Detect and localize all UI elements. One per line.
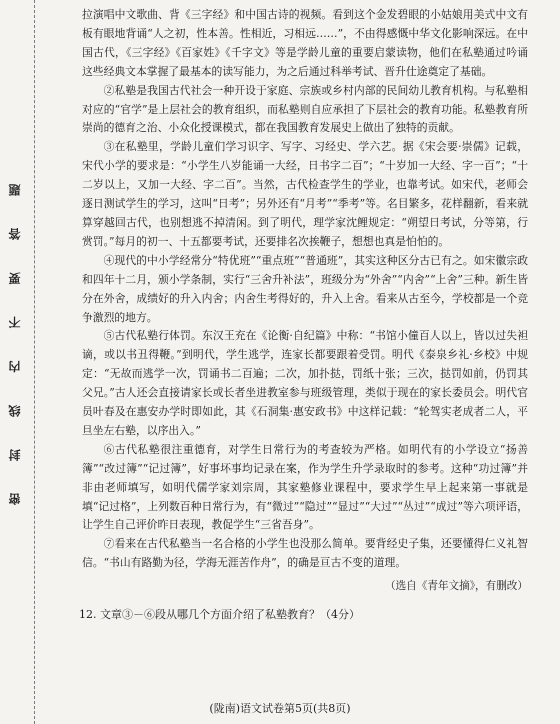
- paragraph-4: ④现代的中小学经常分“特优班”“重点班”“普通班”，其实这种区分古已有之。如宋徽宗政和四年十二月，颁小学条制，实行“三舍升补法”，班级分为“外舍”“内舍”“上舍”三种。新生皆分在外舍，成绩好的升入内舍；内舍生考得好的，升入上舍。看来从古至今，学校都是一个竞争激烈的地方。: [82, 253, 528, 324]
- article-body: [79, 6, 528, 625]
- paragraph-6: ⑥古代私塾很注重德育，对学生日常行为的考查较为严格。如明代有的小学设立“扬善簿”“改过簿”“记过簿”，好事坏事均记录在案，作为学生升学录取时的参考。这种“功过簿”并非由老师填写，如明代儒学家刘宗周，其家塾修业课程中，要求学生早上起来第一事就是填“记过格”，上列数百种日常行为，有“微过”“隐过”“显过”“大过”“丛过”“成过”等六项评语，让学生自己评价昨日表现，教促学生“三省吾身”。: [82, 442, 528, 532]
- paragraph-5: ⑤古代私塾行体罚。东汉王充在《论衡·自纪篇》中称：“书馆小僮百人以上，皆以过失袒谪，或以书丑得鞭。”到明代，学生逃学，连家长都要跟着受罚。明代《泰泉乡礼·乡校》中规定：“无故而逃学一次，罚诵书二百遍；二次，加扑挞，罚纸十张；三次，挞罚如前，仍罚其父兄。”古人还会直接请家长或长者坐进教室参与班级管理，类似于现在的家长委员会。明代官员叶春及在惠安办学时即如此，其《石洞集·惠安政书》中这样记载：“轮驾实老成者二人，平旦坐左右塾，以序出入。”: [82, 329, 528, 437]
- paragraph-2: ②私塾是我国古代社会一种开设于家庭、宗族或乡村内部的民间幼儿教育机构。与私塾相对应的“官学”是上层社会的教育组织，而私塾则自应承担了下层社会的教育功能。私塾教育所崇尚的德育之治、小众化授课模式，都在我国教育发展史上做出了独特的贡献。: [82, 83, 528, 135]
- paragraph-7: ⑦看来在古代私塾当一名合格的小学生也没那么简单。要背经史子集，还要懂得仁义礼智信。“书山有路勤为径，学海无涯苦作舟”，的确是亘古不变的道理。: [82, 537, 528, 570]
- paragraph-3: ③在私塾里，学龄儿童们学习识字、写字、习经史、学六艺。据《宋会要·崇儒》记载，宋代小学的要求是：“小学生八岁能诵一大经，日书字二百”；“十岁加一大经、字一百”；“十二岁以上，又加一大经、字二百”。当然，古代检查学生的学业，也靠考试。如宋代，老师会逐日测试学生的学习，这叫“日考”；另外还有“月考”“季考”等。名目繁多，花样翻新，看来就算穿越回古代，也别想逃不掉清闲。到了明代，理学家沈鲤规定：“朔望日考试，分等第，行赏罚。”每月的初一、十五都要考试，还要排名次挨鞭子，想想也真是怕怕的。: [82, 140, 528, 248]
- page-footer: (陇南)语文试卷第5页(共8页): [209, 702, 351, 715]
- paragraph-intro-continued: 拉演唱中文歌曲、背《三字经》和中国古诗的视频。看到这个金发碧眼的小姑娘用美式中文有板有眼地背诵“人之初，性本善。性相近，习相远……”，不由得感慨中华文化影响深远。在中国古代，《三字经》《百家姓》《千字文》等是学龄儿童的重要启蒙读物，他们在私塾通过吟诵这些经典文本掌握了最基本的读写能力，为之后通过科举考试、晋升仕途奠定了基础。: [82, 8, 528, 78]
- binding-margin: [0, 0, 35, 724]
- binding-line-notice: 密 封 线 内 不 要 答 题: [8, 170, 22, 506]
- source-note: （选自《青年文摘》，有删改）: [384, 580, 528, 593]
- question-12: 12. 文章③－⑥段从哪几个方面介绍了私塾教育？（4分）: [79, 608, 360, 622]
